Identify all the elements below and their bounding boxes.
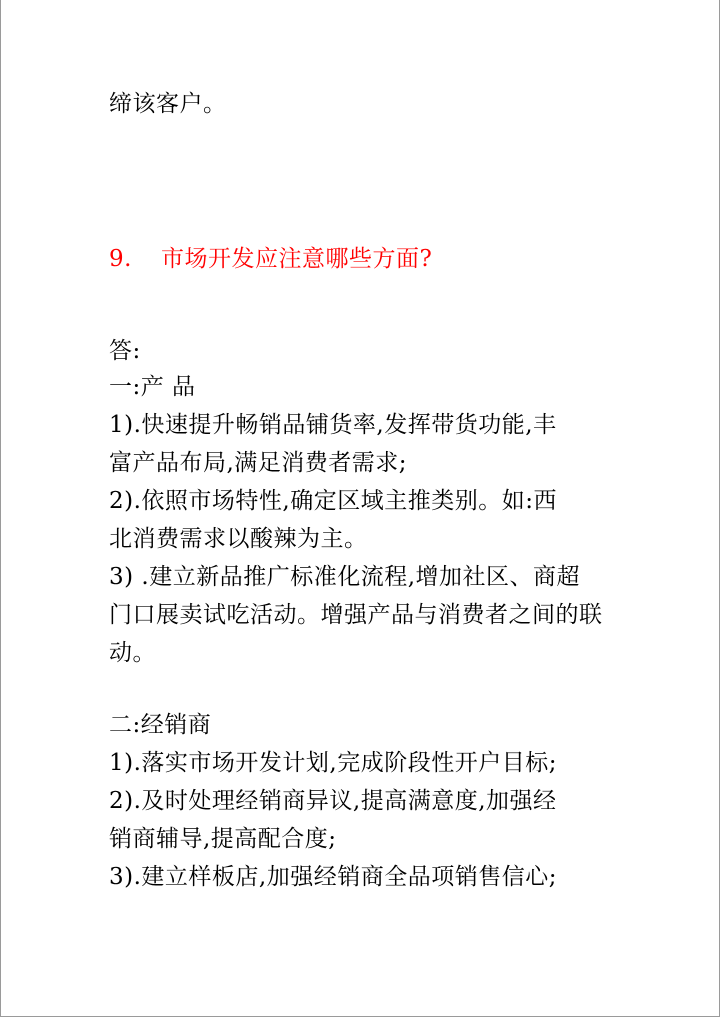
- section-title-dealer: 二:经销商: [109, 712, 212, 738]
- product-line-3: 2).依照市场特性,确定区域主推类别。如:西: [109, 488, 557, 514]
- question-heading: [109, 244, 432, 274]
- product-line-6: 门口展卖试吃活动。增强产品与消费者之间的联: [109, 602, 603, 628]
- continuation-text: 缔该客户。: [109, 91, 227, 117]
- answer-label: 答:: [109, 338, 141, 364]
- dealer-line-1: 1).落实市场开发计划,完成阶段性开户目标;: [109, 750, 557, 776]
- dealer-line-4: 3).建立样板店,加强经销商全品项销售信心;: [109, 864, 557, 890]
- product-line-2: 富产品布局,满足消费者需求;: [109, 450, 408, 476]
- product-line-5: 3) .建立新品推广标准化流程,增加社区、商超: [109, 564, 581, 590]
- dealer-line-3: 销商辅导,提高配合度;: [109, 826, 337, 852]
- dealer-line-2: 2).及时处理经销商异议,提高满意度,加强经: [109, 788, 557, 814]
- product-line-4: 北消费需求以酸辣为主。: [109, 526, 368, 552]
- section-title-product: 一:产 品: [109, 374, 196, 400]
- product-line-1: 1).快速提升畅销品铺货率,发挥带货功能,丰: [109, 412, 557, 438]
- question-text: 市场开发应注意哪些方面?: [161, 246, 433, 272]
- question-number: 9.: [109, 246, 132, 272]
- product-line-7: 动。: [109, 640, 156, 666]
